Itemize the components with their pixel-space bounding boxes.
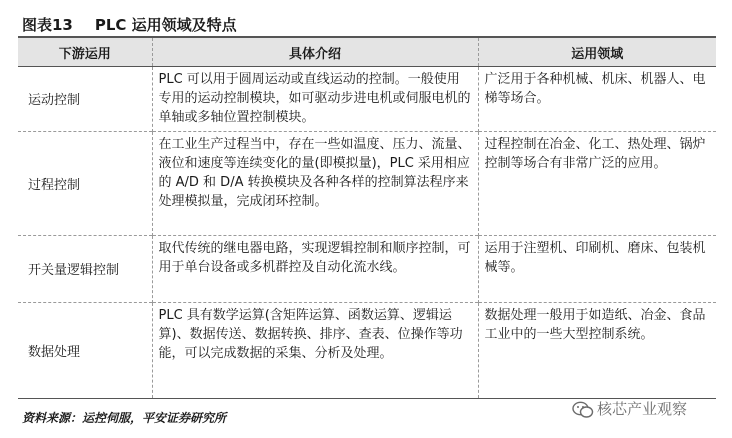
watermark: [572, 398, 687, 419]
wechat-icon: [572, 401, 594, 419]
row-field: 数据处理一般用于如造纸、冶金、食品工业中的一些大型控制系统。: [484, 308, 706, 342]
row-name: 数据处理: [28, 344, 81, 360]
row-detail: PLC 具有数学运算(含矩阵运算、函数运算、逻辑运算)、数据传送、数据转换、排序、查表、位操作等功能，可以完成数据的采集、分析及处理。: [152, 303, 478, 399]
figure-caption: PLC 运用领域及特点: [94, 16, 237, 34]
plc-application-table: [18, 38, 716, 399]
row-field: 运用于注塑机、印刷机、磨床、包装机械等。: [484, 241, 706, 275]
header-field: 运用领域: [478, 38, 716, 67]
row-name: 运动控制: [28, 93, 81, 108]
row-name: 开关量逻辑控制: [28, 263, 120, 278]
watermark-text: 核芯产业观察: [597, 400, 688, 418]
row-name: 过程控制: [28, 177, 81, 193]
table-row: [18, 67, 716, 132]
header-downstream: 下游运用: [18, 38, 152, 67]
table-row: [18, 236, 716, 303]
row-field: 广泛用于各种机械、机床、机器人、电梯等场合。: [484, 72, 706, 106]
figure-number: 图表13: [22, 16, 73, 34]
row-detail: 取代传统的继电器电路，实现逻辑控制和顺序控制，可用于单台设备或多机群控及自动化流水线。: [152, 236, 478, 303]
row-detail: 在工业生产过程当中，存在一些如温度、压力、流量、液位和速度等连续变化的量(即模拟量)，PLC 采用相应的 A/D 和 D/A 转换模块及各种各样的控制算法程序来处理模拟量，完成闭环控制。: [152, 132, 478, 236]
table-row: [18, 132, 716, 236]
figure-title: [22, 14, 237, 35]
row-detail: PLC 可以用于圆周运动或直线运动的控制。一般使用专用的运动控制模块，如可驱动步进电机或伺服电机的单轴或多轴位置控制模块。: [152, 67, 478, 132]
source-note: 资料来源：运控伺服，平安证券研究所: [22, 411, 227, 425]
header-detail: 具体介绍: [152, 38, 478, 67]
header-row: [18, 38, 716, 67]
table-row: [18, 303, 716, 399]
row-field: 过程控制在冶金、化工、热处理、锅炉控制等场合有非常广泛的应用。: [484, 137, 706, 171]
